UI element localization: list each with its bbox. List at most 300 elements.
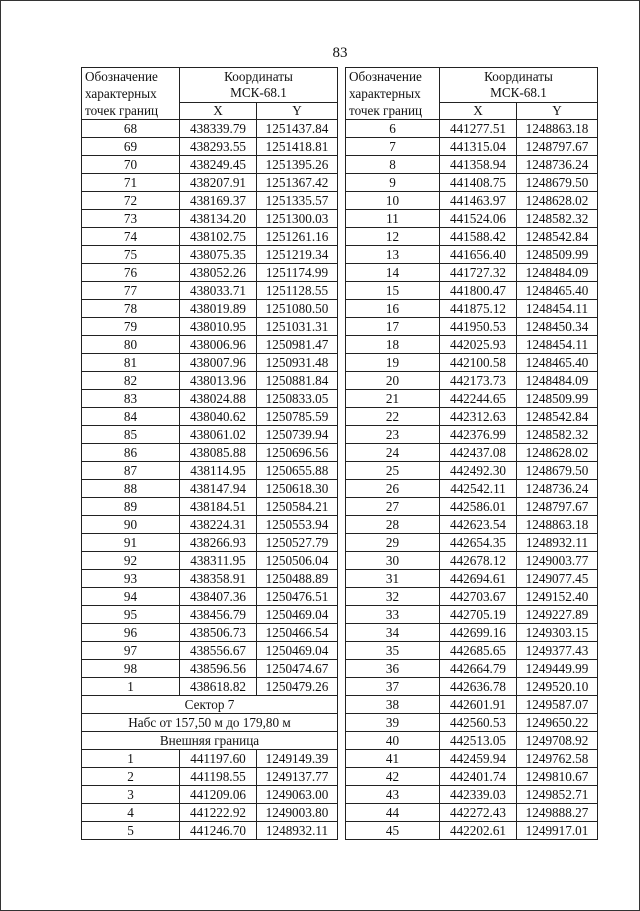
coord-x: 442586.01 <box>440 498 517 516</box>
coord-x: 442699.16 <box>440 624 517 642</box>
table-row <box>346 300 598 318</box>
point-id: 13 <box>346 246 440 264</box>
point-id: 15 <box>346 282 440 300</box>
point-id: 42 <box>346 768 440 786</box>
coord-y: 1248465.40 <box>517 282 598 300</box>
coord-x: 442636.78 <box>440 678 517 696</box>
coord-x: 442703.67 <box>440 588 517 606</box>
coord-x: 442025.93 <box>440 336 517 354</box>
header-x: X <box>440 103 517 120</box>
coord-y: 1248797.67 <box>517 498 598 516</box>
coord-y: 1250488.89 <box>257 570 338 588</box>
coord-y: 1248454.11 <box>517 300 598 318</box>
coord-x: 442623.54 <box>440 516 517 534</box>
coord-x: 441800.47 <box>440 282 517 300</box>
coord-x: 442664.79 <box>440 660 517 678</box>
coord-x: 438007.96 <box>180 354 257 372</box>
header-coordinates <box>180 68 338 103</box>
point-id: 5 <box>82 822 180 840</box>
table-row <box>346 210 598 228</box>
point-id: 12 <box>346 228 440 246</box>
coord-y: 1248484.09 <box>517 372 598 390</box>
table-row <box>346 138 598 156</box>
point-id: 35 <box>346 642 440 660</box>
point-id: 33 <box>346 606 440 624</box>
point-id: 74 <box>82 228 180 246</box>
coord-y: 1248542.84 <box>517 408 598 426</box>
header-y: Y <box>517 103 598 120</box>
point-id: 69 <box>82 138 180 156</box>
coord-y: 1250833.05 <box>257 390 338 408</box>
table-row <box>82 444 338 462</box>
table-row <box>82 426 338 444</box>
coord-x: 438456.79 <box>180 606 257 624</box>
point-id: 89 <box>82 498 180 516</box>
header-coordinate-system: МСК-68.1 <box>490 85 547 100</box>
point-id: 93 <box>82 570 180 588</box>
coord-y: 1249449.99 <box>517 660 598 678</box>
table-row <box>82 264 338 282</box>
header-coordinates-title: Координаты <box>484 69 553 84</box>
point-id: 92 <box>82 552 180 570</box>
table-row <box>82 462 338 480</box>
coord-y: 1249227.89 <box>517 606 598 624</box>
table-row <box>346 786 598 804</box>
table-row <box>346 822 598 840</box>
coord-x: 441222.92 <box>180 804 257 822</box>
coord-x: 438024.88 <box>180 390 257 408</box>
point-id: 6 <box>346 120 440 138</box>
coord-y: 1251335.57 <box>257 192 338 210</box>
table-row <box>82 570 338 588</box>
right-rows <box>346 120 598 840</box>
point-id: 17 <box>346 318 440 336</box>
coord-x: 438013.96 <box>180 372 257 390</box>
coord-x: 438358.91 <box>180 570 257 588</box>
coord-x: 441588.42 <box>440 228 517 246</box>
table-row <box>346 372 598 390</box>
point-id: 79 <box>82 318 180 336</box>
point-id: 71 <box>82 174 180 192</box>
coord-x: 438006.96 <box>180 336 257 354</box>
table-row <box>346 408 598 426</box>
coord-y: 1248932.11 <box>517 534 598 552</box>
coord-y: 1251080.50 <box>257 300 338 318</box>
table-row <box>346 282 598 300</box>
coord-y: 1250466.54 <box>257 624 338 642</box>
table-row <box>82 156 338 174</box>
coord-y: 1248484.09 <box>517 264 598 282</box>
coord-y: 1250553.94 <box>257 516 338 534</box>
coord-y: 1250981.47 <box>257 336 338 354</box>
table-row <box>346 318 598 336</box>
coord-x: 438339.79 <box>180 120 257 138</box>
point-id: 19 <box>346 354 440 372</box>
table-row <box>346 714 598 732</box>
coord-x: 442560.53 <box>440 714 517 732</box>
table-row <box>82 588 338 606</box>
table-row <box>82 804 338 822</box>
table-row <box>346 606 598 624</box>
sector-block <box>82 696 338 750</box>
point-id: 8 <box>346 156 440 174</box>
sector-height-range: Набс от 157,50 м до 179,80 м <box>82 714 338 732</box>
coord-y: 1248932.11 <box>257 822 338 840</box>
point-id: 68 <box>82 120 180 138</box>
point-id: 29 <box>346 534 440 552</box>
table-row <box>82 282 338 300</box>
table-row <box>346 354 598 372</box>
coord-x: 442339.03 <box>440 786 517 804</box>
point-id: 14 <box>346 264 440 282</box>
table-row <box>82 624 338 642</box>
point-id: 77 <box>82 282 180 300</box>
coord-x: 438040.62 <box>180 408 257 426</box>
coord-y: 1251395.26 <box>257 156 338 174</box>
coord-x: 442705.19 <box>440 606 517 624</box>
point-id: 37 <box>346 678 440 696</box>
table-row <box>346 660 598 678</box>
coord-x: 441246.70 <box>180 822 257 840</box>
point-id: 10 <box>346 192 440 210</box>
table-row <box>82 408 338 426</box>
table-row <box>82 300 338 318</box>
point-id: 38 <box>346 696 440 714</box>
table-row <box>82 372 338 390</box>
point-id: 22 <box>346 408 440 426</box>
coord-x: 442513.05 <box>440 732 517 750</box>
table-row <box>82 786 338 804</box>
point-id: 20 <box>346 372 440 390</box>
point-id: 86 <box>82 444 180 462</box>
coord-x: 441358.94 <box>440 156 517 174</box>
point-id: 11 <box>346 210 440 228</box>
point-id: 85 <box>82 426 180 444</box>
coord-y: 1249003.80 <box>257 804 338 822</box>
coord-x: 438075.35 <box>180 246 257 264</box>
coord-x: 438114.95 <box>180 462 257 480</box>
table-row <box>82 192 338 210</box>
point-id: 82 <box>82 372 180 390</box>
header-y: Y <box>257 103 338 120</box>
coord-y: 1250655.88 <box>257 462 338 480</box>
coord-x: 438311.95 <box>180 552 257 570</box>
coord-x: 438010.95 <box>180 318 257 336</box>
coord-x: 442678.12 <box>440 552 517 570</box>
table-row <box>346 174 598 192</box>
point-id: 75 <box>82 246 180 264</box>
coord-x: 442173.73 <box>440 372 517 390</box>
coord-x: 438085.88 <box>180 444 257 462</box>
coord-x: 442376.99 <box>440 426 517 444</box>
point-id: 95 <box>82 606 180 624</box>
coord-y: 1248582.32 <box>517 426 598 444</box>
coord-y: 1250785.59 <box>257 408 338 426</box>
table-row <box>82 174 338 192</box>
table-row <box>82 768 338 786</box>
coord-x: 442272.43 <box>440 804 517 822</box>
coord-y: 1250696.56 <box>257 444 338 462</box>
table-row <box>346 426 598 444</box>
table-row <box>346 264 598 282</box>
table-row <box>82 660 338 678</box>
table-row <box>346 390 598 408</box>
table-row <box>82 678 338 696</box>
table-row <box>346 642 598 660</box>
sector-title: Сектор 7 <box>82 696 338 714</box>
coord-x: 438147.94 <box>180 480 257 498</box>
coordinates-table-right <box>345 67 598 840</box>
coord-y: 1249810.67 <box>517 768 598 786</box>
point-id: 1 <box>82 750 180 768</box>
table-row <box>346 516 598 534</box>
coord-y: 1249852.71 <box>517 786 598 804</box>
coord-x: 438407.36 <box>180 588 257 606</box>
coord-x: 438266.93 <box>180 534 257 552</box>
header-coordinate-system: МСК-68.1 <box>230 85 287 100</box>
coord-x: 442202.61 <box>440 822 517 840</box>
header-point-label: Обозначение характерных точек границ <box>82 68 180 120</box>
table-row <box>346 192 598 210</box>
table-row <box>82 516 338 534</box>
table-row <box>346 336 598 354</box>
point-id: 23 <box>346 426 440 444</box>
coord-x: 441315.04 <box>440 138 517 156</box>
coord-y: 1248454.11 <box>517 336 598 354</box>
table-row <box>82 210 338 228</box>
header-x: X <box>180 103 257 120</box>
table-row <box>82 336 338 354</box>
table-row <box>82 390 338 408</box>
coord-y: 1250881.84 <box>257 372 338 390</box>
coord-x: 441463.97 <box>440 192 517 210</box>
point-id: 43 <box>346 786 440 804</box>
coord-y: 1251261.16 <box>257 228 338 246</box>
point-id: 1 <box>82 678 180 696</box>
point-id: 27 <box>346 498 440 516</box>
coord-y: 1249762.58 <box>517 750 598 768</box>
point-id: 31 <box>346 570 440 588</box>
point-id: 4 <box>82 804 180 822</box>
coord-y: 1249063.00 <box>257 786 338 804</box>
left-rows-a <box>82 120 338 696</box>
table-row <box>82 246 338 264</box>
coord-y: 1250584.21 <box>257 498 338 516</box>
point-id: 94 <box>82 588 180 606</box>
point-id: 44 <box>346 804 440 822</box>
coord-y: 1248509.99 <box>517 390 598 408</box>
left-rows-b <box>82 750 338 840</box>
table-row <box>346 696 598 714</box>
table-row <box>82 552 338 570</box>
coord-y: 1249888.27 <box>517 804 598 822</box>
coord-y: 1248679.50 <box>517 462 598 480</box>
table-row <box>346 768 598 786</box>
table-row <box>346 570 598 588</box>
point-id: 16 <box>346 300 440 318</box>
coord-x: 438033.71 <box>180 282 257 300</box>
coord-x: 442401.74 <box>440 768 517 786</box>
point-id: 78 <box>82 300 180 318</box>
coord-y: 1248465.40 <box>517 354 598 372</box>
coord-x: 438184.51 <box>180 498 257 516</box>
coord-x: 438052.26 <box>180 264 257 282</box>
coord-y: 1248863.18 <box>517 120 598 138</box>
point-id: 28 <box>346 516 440 534</box>
coord-x: 438293.55 <box>180 138 257 156</box>
point-id: 98 <box>82 660 180 678</box>
coord-x: 441875.12 <box>440 300 517 318</box>
coordinates-table-left <box>81 67 338 840</box>
coord-x: 442437.08 <box>440 444 517 462</box>
point-id: 90 <box>82 516 180 534</box>
coord-y: 1250506.04 <box>257 552 338 570</box>
coord-y: 1248628.02 <box>517 444 598 462</box>
coord-x: 442601.91 <box>440 696 517 714</box>
coord-x: 438224.31 <box>180 516 257 534</box>
point-id: 88 <box>82 480 180 498</box>
point-id: 80 <box>82 336 180 354</box>
coord-x: 438207.91 <box>180 174 257 192</box>
point-id: 84 <box>82 408 180 426</box>
coord-x: 442492.30 <box>440 462 517 480</box>
point-id: 76 <box>82 264 180 282</box>
point-id: 39 <box>346 714 440 732</box>
coord-y: 1249917.01 <box>517 822 598 840</box>
point-id: 30 <box>346 552 440 570</box>
point-id: 18 <box>346 336 440 354</box>
sector-boundary-label: Внешняя граница <box>82 732 338 750</box>
coord-y: 1249149.39 <box>257 750 338 768</box>
point-id: 7 <box>346 138 440 156</box>
point-id: 21 <box>346 390 440 408</box>
coord-y: 1248628.02 <box>517 192 598 210</box>
coord-y: 1251128.55 <box>257 282 338 300</box>
point-id: 97 <box>82 642 180 660</box>
coord-y: 1250739.94 <box>257 426 338 444</box>
coord-x: 441727.32 <box>440 264 517 282</box>
point-id: 26 <box>346 480 440 498</box>
table-row <box>82 480 338 498</box>
table-row <box>346 750 598 768</box>
coord-y: 1249708.92 <box>517 732 598 750</box>
point-id: 87 <box>82 462 180 480</box>
coord-x: 441209.06 <box>180 786 257 804</box>
table-row <box>346 624 598 642</box>
coord-y: 1251300.03 <box>257 210 338 228</box>
coord-y: 1251174.99 <box>257 264 338 282</box>
point-id: 41 <box>346 750 440 768</box>
coord-y: 1248450.34 <box>517 318 598 336</box>
coord-y: 1249520.10 <box>517 678 598 696</box>
coord-y: 1249303.15 <box>517 624 598 642</box>
table-row <box>346 156 598 174</box>
coord-y: 1249152.40 <box>517 588 598 606</box>
table-row <box>346 462 598 480</box>
coord-x: 438506.73 <box>180 624 257 642</box>
coord-y: 1248863.18 <box>517 516 598 534</box>
coord-y: 1250527.79 <box>257 534 338 552</box>
table-row <box>82 606 338 624</box>
table-row <box>82 138 338 156</box>
coord-y: 1250469.04 <box>257 642 338 660</box>
table-row <box>346 534 598 552</box>
coord-y: 1250479.26 <box>257 678 338 696</box>
table-row <box>346 678 598 696</box>
point-id: 9 <box>346 174 440 192</box>
table-row <box>82 120 338 138</box>
table-row <box>346 120 598 138</box>
coord-x: 438249.45 <box>180 156 257 174</box>
point-id: 24 <box>346 444 440 462</box>
point-id: 70 <box>82 156 180 174</box>
table-row <box>82 498 338 516</box>
coord-x: 438596.56 <box>180 660 257 678</box>
coord-x: 442244.65 <box>440 390 517 408</box>
table-row <box>346 480 598 498</box>
coord-x: 442542.11 <box>440 480 517 498</box>
table-row <box>346 804 598 822</box>
coord-y: 1251367.42 <box>257 174 338 192</box>
table-row <box>82 318 338 336</box>
coord-y: 1248736.24 <box>517 156 598 174</box>
coord-y: 1251031.31 <box>257 318 338 336</box>
coord-y: 1251219.34 <box>257 246 338 264</box>
point-id: 73 <box>82 210 180 228</box>
table-row <box>82 822 338 840</box>
coord-y: 1249587.07 <box>517 696 598 714</box>
table-row <box>346 444 598 462</box>
header-coordinates-title: Координаты <box>224 69 293 84</box>
table-row <box>82 354 338 372</box>
point-id: 45 <box>346 822 440 840</box>
coord-y: 1249077.45 <box>517 570 598 588</box>
coord-x: 438618.82 <box>180 678 257 696</box>
point-id: 40 <box>346 732 440 750</box>
coord-y: 1250618.30 <box>257 480 338 498</box>
table-row <box>82 534 338 552</box>
coord-y: 1251437.84 <box>257 120 338 138</box>
coord-y: 1249137.77 <box>257 768 338 786</box>
table-row <box>346 498 598 516</box>
table-row <box>82 750 338 768</box>
coord-y: 1248797.67 <box>517 138 598 156</box>
coord-x: 442654.35 <box>440 534 517 552</box>
point-id: 81 <box>82 354 180 372</box>
coord-x: 438134.20 <box>180 210 257 228</box>
page-number: 83 <box>332 45 348 61</box>
header-coordinates <box>440 68 598 103</box>
table-row <box>82 228 338 246</box>
coord-x: 441950.53 <box>440 318 517 336</box>
coord-x: 438019.89 <box>180 300 257 318</box>
point-id: 25 <box>346 462 440 480</box>
point-id: 91 <box>82 534 180 552</box>
table-row <box>82 642 338 660</box>
coord-x: 438169.37 <box>180 192 257 210</box>
coord-y: 1249003.77 <box>517 552 598 570</box>
coord-y: 1248582.32 <box>517 210 598 228</box>
coord-x: 441524.06 <box>440 210 517 228</box>
coord-x: 441656.40 <box>440 246 517 264</box>
coord-y: 1248736.24 <box>517 480 598 498</box>
point-id: 72 <box>82 192 180 210</box>
coord-x: 442312.63 <box>440 408 517 426</box>
header-point-label: Обозначение характерных точек границ <box>346 68 440 120</box>
coord-x: 442694.61 <box>440 570 517 588</box>
coord-x: 438102.75 <box>180 228 257 246</box>
table-row <box>346 228 598 246</box>
